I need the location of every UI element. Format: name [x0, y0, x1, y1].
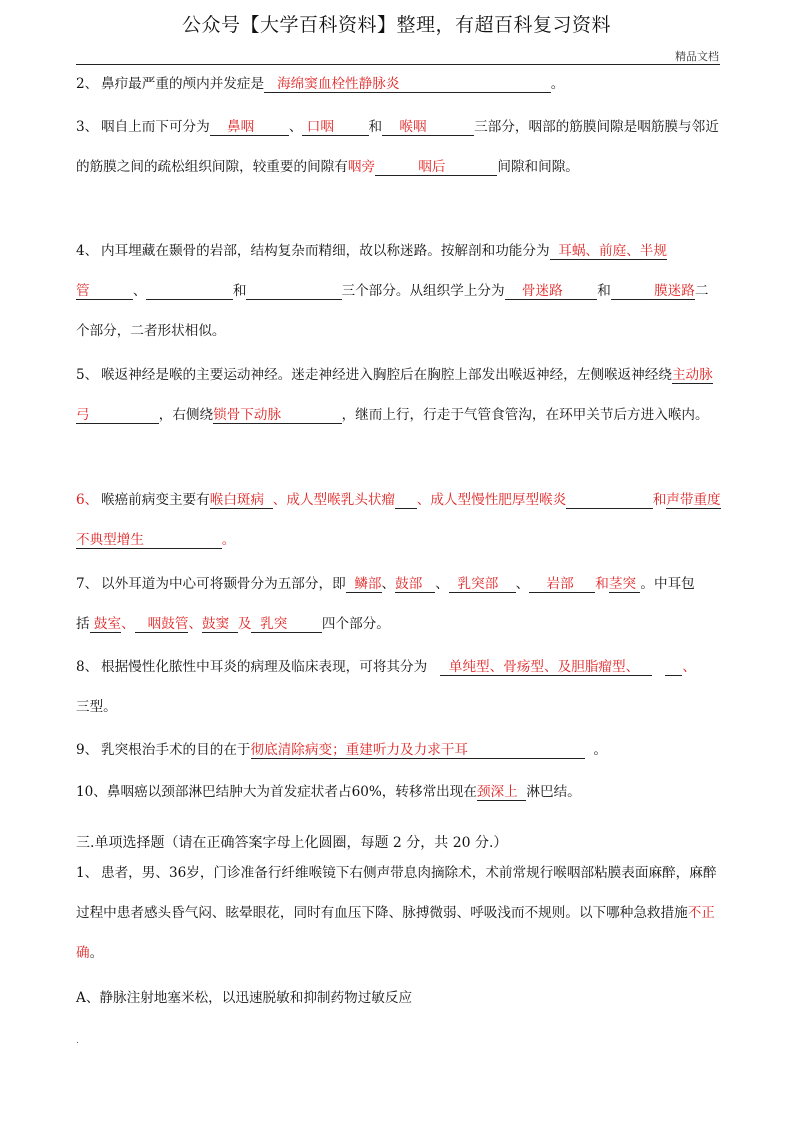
answer-blank: 鼓室 [90, 616, 122, 633]
answer-blank [246, 283, 341, 300]
question-8: 8、 根据慢性化脓性中耳炎的病理及临床表现，可将其分为 单纯型、骨疡型、及胆脂瘤型、 、 三型。 [76, 659, 697, 715]
answer-blank [146, 283, 232, 300]
mc-question-1: 1、 患者，男、36岁，门诊准备行纤维喉镜下右侧声带息肉摘除术，术前常规行喉咽部粘膜表面麻醉，麻醉过程中患者感头昏气闷、眩晕眼花，同时有血压下降、脉搏微弱、呼吸浅而不规则。以下哪种急救措施不正确。 [76, 865, 717, 961]
answer-blank: 颈深上 [477, 784, 526, 801]
answer-blank: 咽后 [375, 159, 497, 176]
answer-blank: 彻底清除病变；重建听力及力求干耳 [251, 742, 585, 759]
section-3-heading: 三.单项选择题（请在正确答案字母上化圆圈，每题 2 分，共 20 分.） [76, 835, 508, 851]
answer-blank: 乳突 [251, 616, 321, 633]
answer-blank: 海绵窦血栓性静脉炎 [264, 76, 551, 93]
answer-blank: 鼻咽 [210, 119, 289, 136]
question-3: 3、 咽自上而下可分为 鼻咽 、 口咽 和 喉咽 三部分，咽部的筋膜间隙是咽筋膜与邻近的筋膜之间的疏松组织间隙，较重要的间隙有咽旁 咽后 间隙和间隙。 [76, 119, 719, 175]
answer-blank: 喉白斑病 [210, 492, 273, 509]
page-header-title: 公众号【大学百科资料】整理，有超百科复习资料 [181, 14, 611, 36]
mc-option-a: A、静脉注射地塞米松，以迅速脱敏和抑制药物过敏反应 [76, 990, 413, 1006]
answer-blank: 鼓窦 [202, 616, 238, 633]
question-4: 4、 内耳埋藏在颞骨的岩部，结构复杂而精细，故以称迷路。按解剖和功能分为 耳蜗、前庭、半规管 、 和 三个部分。从组织学上分为 骨迷路 和 膜迷路二个部分，二者形状相似。 [76, 243, 709, 339]
answer-blank: 岩部 [529, 576, 595, 593]
question-10: 10、鼻咽癌以颈部淋巴结肿大为首发症状者占60%，转移常出现在颈深上 淋巴结。 [76, 784, 581, 800]
answer-blank: 鼓部 [395, 576, 435, 593]
answer-blank: 主动脉弓 [76, 367, 713, 423]
answer-blank: 耳蜗、前庭、半规管 [76, 243, 667, 299]
answer-blank: 茎突 [609, 576, 641, 593]
answer-blank [566, 492, 652, 509]
question-6: 6、 喉癌前病变主要有喉白斑病 、成人型喉乳头状瘤 、成人型慢性肥厚型喉炎 和声带重度不典型增生 。 [76, 492, 721, 548]
question-9: 9、 乳突根治手术的目的在于彻底清除病变；重建听力及力求干耳 。 [76, 742, 607, 758]
answer-blank: 骨迷路 [505, 283, 598, 300]
question-2: 2、 鼻疖最严重的颅内并发症是 海绵窦血栓性静脉炎 。 [76, 76, 565, 92]
answer-blank [665, 659, 682, 676]
header-right-label: 精品文档 [675, 50, 719, 63]
answer-blank: 乳突部 [449, 576, 516, 593]
answer-blank: 鳞部 [346, 576, 382, 593]
answer-blank: 喉咽 [382, 119, 474, 136]
question-7: 7、 以外耳道为中心可将颞骨分为五部分，即 鳞部、鼓部 、 乳突部 、 岩部 和茎突 。中耳包括 鼓室、 咽鼓管、鼓窦 及 乳突 四个部分。 [76, 576, 695, 632]
footer-dot: . [76, 1036, 79, 1046]
answer-blank: 单纯型、骨疡型、及胆脂瘤型、 [440, 659, 652, 676]
answer-blank [395, 492, 417, 509]
answer-blank: 声带重度不典型增生 [76, 492, 721, 548]
answer-blank: 锁骨下动脉 [213, 407, 341, 424]
question-5: 5、 喉返神经是喉的主要运动神经。迷走神经进入胸腔后在胸腔上部发出喉返神经，左侧喉返神经绕主动脉弓 ，右侧绕锁骨下动脉 ，继而上行，行走于气管食管沟，在环甲关节后方进入喉内。 [76, 367, 713, 423]
answer-blank: 口咽 [302, 119, 368, 136]
answer-blank: 膜迷路 [611, 283, 695, 300]
answer-blank: 咽鼓管 [135, 616, 189, 633]
